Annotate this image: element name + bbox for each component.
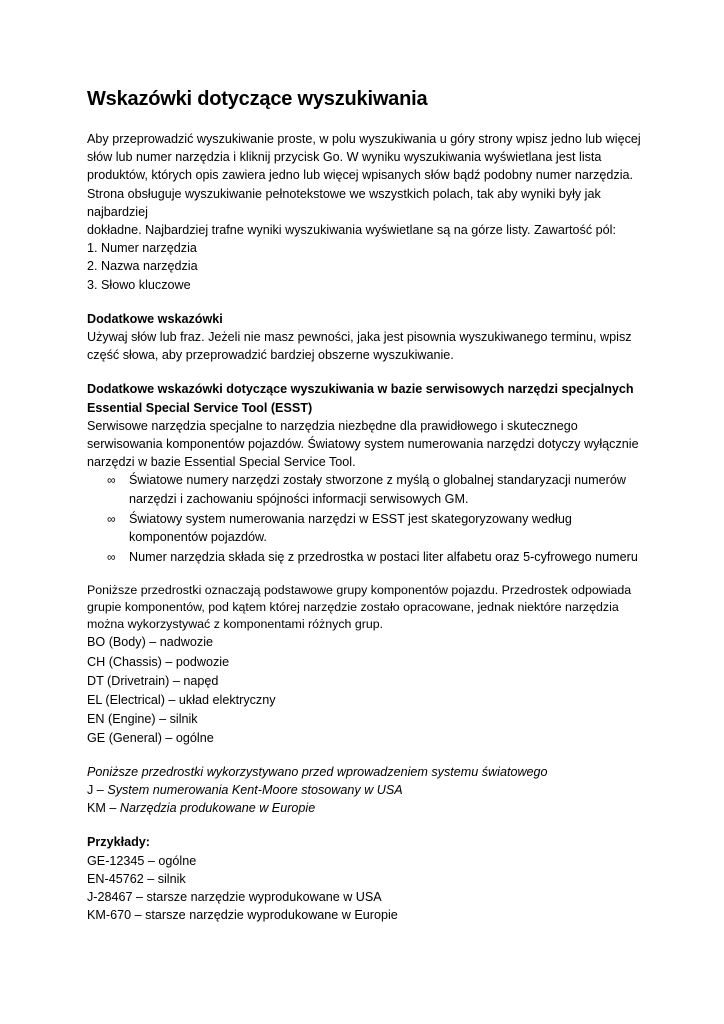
bullet-text: Światowy system numerowania narzędzi w ESST jest skategoryzowany według komponentów pojazdów. (129, 511, 572, 545)
prefix-item: DT (Drivetrain) – napęd (87, 673, 219, 688)
document-page (87, 86, 647, 924)
esst-bullet-list (87, 471, 647, 566)
field-list-item: 2. Nazwa narzędzia (87, 259, 198, 274)
legacy-prefix: KM – (87, 801, 120, 816)
bullet-text: Numer narzędzia składa się z przedrostka w postaci liter alfabetu oraz 5-cyfrowego numeru (129, 550, 638, 565)
prefixes-text: Poniższe przedrostki oznaczają podstawowe grupy komponentów pojazdu. Przedrostek odpowiada grupie komponentów, pod kątem której narzędzie zostało opracowane, jednak niektóre narzędzia można wykorzystywać z komponentami różnych grup. (87, 583, 632, 632)
field-list-item: 3. Słowo kluczowe (87, 277, 191, 292)
tips-text: Używaj słów lub fraz. Jeżeli nie masz pewności, jaka jest pisownia wyszukiwanego terminu, wpisz część słowa, aby przeprowadzić bardziej obszerne wyszukiwanie. (87, 330, 632, 363)
example-item: KM-670 – starsze narzędzie wyprodukowane w Europie (87, 908, 398, 923)
page-title: Wskazówki dotyczące wyszukiwania (87, 88, 428, 110)
example-item: J-28467 – starsze narzędzie wyprodukowane w USA (87, 889, 382, 904)
legacy-desc: System numerowania Kent-Moore stosowany w USA (107, 782, 403, 797)
list-item (87, 548, 647, 566)
bullet-text: Światowe numery narzędzi zostały stworzone z myślą o globalnej standaryzacji numerów narzędzi i zachowaniu spójności informacji serwisowych GM. (129, 473, 626, 506)
field-list-item: 1. Numer narzędzia (87, 241, 197, 256)
examples-section (87, 833, 647, 924)
tips-heading: Dodatkowe wskazówki (87, 311, 223, 326)
intro-paragraph: Aby przeprowadzić wyszukiwanie proste, w polu wyszukiwania u góry strony wpisz jedno lub więcej słów lub numer narzędzia i kliknij przycisk Go. W wyniku wyszukiwania wyświetlana jest lista produktów, których opis zawiera jedno lub więcej wpisanych słów bądź podobny numer narzędzia. (87, 132, 641, 183)
intro-fulltext-line: Strona obsługuje wyszukiwanie pełnotekstowe we wszystkich polach, tak aby wyniki były jak najbardziej (87, 186, 601, 219)
list-item (87, 510, 647, 546)
infinity-bullet-icon: ∞ (107, 473, 116, 488)
legacy-intro: Poniższe przedrostki wykorzystywano przed wprowadzeniem systemu światowego (87, 764, 548, 779)
list-item (87, 471, 647, 507)
prefix-item: EN (Engine) – silnik (87, 712, 198, 727)
intro-section (87, 130, 647, 294)
esst-text: Serwisowe narzędzia specjalne to narzędzia niezbędne dla prawidłowego i skutecznego serwisowania komponentów pojazdów. Światowy system numerowania narzędzi dotyczy wyłącznie narzędzi w bazie Essential Special Service Tool. (87, 418, 639, 470)
esst-heading: Dodatkowe wskazówki dotyczące wyszukiwania w bazie serwisowych narzędzi specjalnych Essential Special Service Tool (ESST) (87, 382, 634, 415)
prefixes-section (87, 582, 647, 748)
example-item: GE-12345 – ogólne (87, 853, 197, 868)
legacy-item (87, 799, 647, 817)
esst-section (87, 380, 647, 566)
infinity-bullet-icon: ∞ (107, 511, 116, 526)
legacy-desc: Narzędzia produkowane w Europie (119, 801, 316, 816)
tips-section (87, 310, 647, 365)
legacy-section (87, 763, 647, 818)
legacy-prefix: J – (87, 782, 108, 797)
legacy-item (87, 781, 647, 799)
prefix-item: EL (Electrical) – układ elektryczny (87, 693, 276, 708)
prefix-item: GE (General) – ogólne (87, 731, 214, 746)
intro-accuracy-line: dokładne. Najbardziej trafne wyniki wyszukiwania wyświetlane są na górze listy. Zawartość pól: (87, 223, 616, 238)
examples-heading: Przykłady: (87, 835, 150, 850)
prefix-item: BO (Body) – nadwozie (87, 635, 213, 650)
infinity-bullet-icon: ∞ (107, 550, 116, 565)
prefix-item: CH (Chassis) – podwozie (87, 654, 230, 669)
example-item: EN-45762 – silnik (87, 871, 186, 886)
